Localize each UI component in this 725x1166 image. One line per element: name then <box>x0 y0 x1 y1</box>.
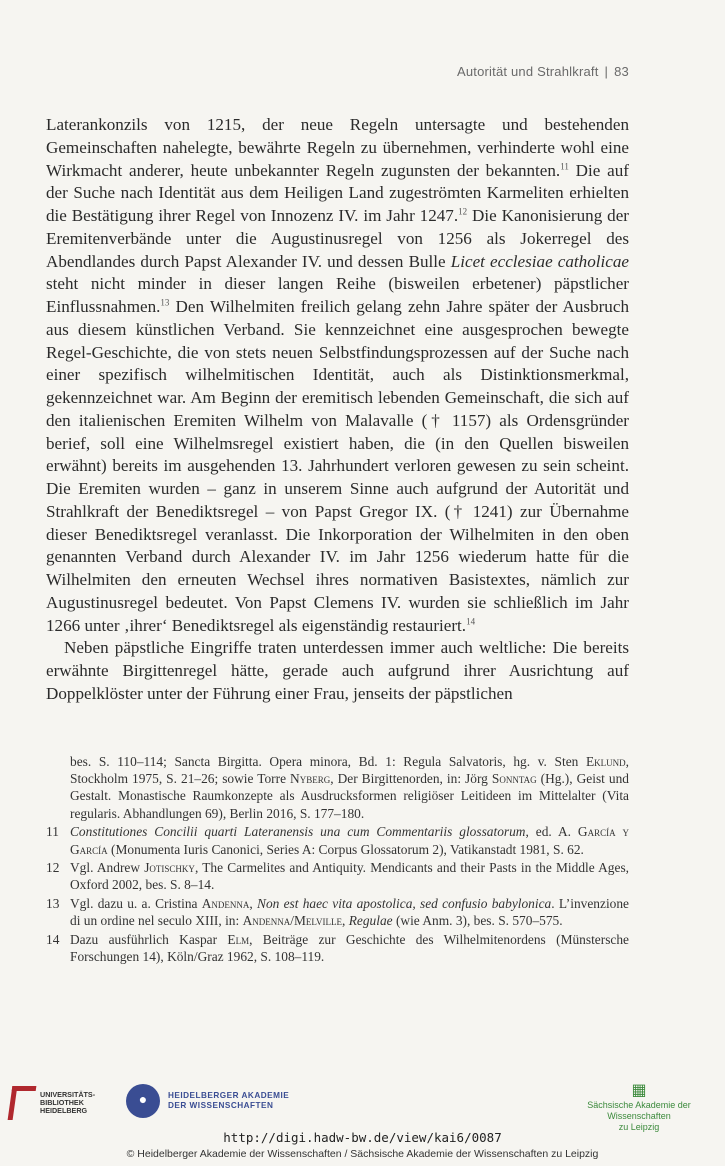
text-span: , The Carmelites and Antiquity. Mendicants and their Pasts in the Middle Ages, Oxford 2002, bes. S. 8–14. <box>70 860 629 893</box>
footnote-number: 11 <box>46 824 59 840</box>
ub-line: BIBLIOTHEK <box>40 1098 84 1107</box>
footnote-ref-12[interactable]: 12 <box>458 206 468 217</box>
main-text <box>46 114 629 706</box>
running-title: Autorität und Strahlkraft <box>456 64 599 79</box>
running-head-separator: | <box>604 64 609 79</box>
text-span: Die Kanonisierung der Eremitenverbände unter die Augustinusregel von 1256 als Jokerregel des Abendlandes durch Papst Alexander IV. und dessen Bulle <box>46 206 629 271</box>
text-span: (Hg.), Geist und Gestalt. Monastische Raumkonzepte als Ausdrucksformen religiöser Leitideen im Mittelalter (Vita regularis. Abhandlungen 69), Berlin 2016, S. 177–180. <box>70 771 629 821</box>
footnote-number: 12 <box>46 860 60 876</box>
hadw-logo[interactable] <box>126 1084 289 1118</box>
ub-line: HEIDELBERG <box>40 1106 88 1115</box>
footnote-ref-14[interactable]: 14 <box>466 615 476 626</box>
ub-logo-icon <box>8 1086 37 1120</box>
author-name: Jotischky <box>144 860 195 876</box>
hadw-seal-icon: ● <box>126 1084 160 1118</box>
author-name: Sonntag <box>491 771 537 787</box>
running-head <box>457 64 629 79</box>
footnote-number: 13 <box>46 896 60 912</box>
text-span: Vgl. dazu u. a. Cristina <box>70 896 202 912</box>
work-title: Regulae <box>348 913 393 929</box>
author-name: Elm <box>227 932 250 948</box>
ub-heidelberg-logo[interactable] <box>10 1086 95 1120</box>
footnote-ref-13[interactable]: 13 <box>160 297 170 308</box>
text-span: Die auf der Suche nach Identität aus dem Heiligen Land zugeströmten Karmeliten erhielten die Bestätigung ihrer Regel von Innozenz IV. im Jahr 1247. <box>46 160 629 225</box>
permalink[interactable]: http://digi.hadw-bw.de/view/kai6/0087 <box>223 1130 502 1145</box>
footnote-13 <box>46 895 629 929</box>
text-span: Dazu ausführlich Kaspar <box>70 932 228 948</box>
text-span: Laterankonzils von 1215, der neue Regeln untersagte und bestehenden Gemeinschaften nahelegte, bewährte Regeln zu übernehmen, verhinderte wohl eine Wirkmacht anderer, heute unbekannter Regeln zugunsten der bekannten. <box>46 115 629 180</box>
ub-line: UNIVERSITÄTS- <box>40 1090 96 1099</box>
saw-building-icon: ▦ <box>631 1082 647 1099</box>
text-span: , Der Birgittenorden, in: Jörg <box>330 771 492 787</box>
saw-leipzig-logo[interactable] <box>560 1082 718 1133</box>
ub-logo-text <box>40 1091 95 1115</box>
text-span: bes. S. 110–114; Sancta Birgitta. Opera minora, Bd. 1: Regula Salvatoris, hg. v. Sten <box>70 754 586 769</box>
footnote-continuation <box>46 753 629 822</box>
text-span: , Stockholm 1975, S. 21–26; sowie Torre <box>70 754 629 787</box>
footnote-11 <box>46 823 629 857</box>
work-title: Constitutiones Concilii quarti Lateranensis una cum Commentariis glossatorum <box>70 824 526 840</box>
saw-line: zu Leipzig <box>618 1122 660 1132</box>
author-name: Andenna <box>201 896 250 912</box>
paragraph-2: Neben päpstliche Eingriffe traten unterdessen immer auch weltliche: Die bereits erwähnte Birgittenregel hätte, gerade auch aufgrund ihrer Ausrichtung auf Doppelklöster unter der Führung einer Frau, jenseits der päpstlichen <box>46 638 629 703</box>
footnote-14 <box>46 931 629 965</box>
text-span: Vgl. Andrew <box>70 860 145 876</box>
footnotes <box>46 753 629 967</box>
hadw-line: HEIDELBERGER AKADEMIE <box>168 1091 290 1100</box>
hadw-line: DER WISSENSCHAFTEN <box>168 1101 274 1110</box>
text-span: Den Wilhelmiten freilich gelang zehn Jahre später der Ausbruch aus diesem künstlichen Verband. Sie kennzeichnet eine ausgesprochen bewegte Regel-Geschichte, die von stets neuen Selbstfindungsprozessen auf der Suche nach einer spezifisch wilhelmitischen Identität, auch als Distinktionsmerkmal, gekennzeichnet war. Am Beginn der eremitisch lebenden Gemeinschaft, die sich auf den italienischen Eremiten Wilhelm von Malavalle († 1157) als Ordensgründer berief, soll eine Wilhelmsregel existiert haben, die (in den Quellen bisweilen erwähnt) bereits im ausgehenden 13. Jahrhundert verloren gewesen zu sein scheint. Die Eremiten wurden – ganz in unserem Sinne auch aufgrund der Autorität und Strahlkraft der Benediktsregel – von Papst Gregor IX. († 1241) zur Übernahme dieser Benediktsregel veranlasst. Die Inkorporation der Wilhelmiten in den oben genannten Verband durch Alexander IV. im Jahr 1256 wiederum hatte für die Wilhelmiten den erneuten Wechsel ihres normativen Basistextes, nämlich zur Augustinusregel bedeutet. Von Papst Clemens IV. wurden sie schließlich im Jahr 1266 unter ‚ihrer‘ Benediktsregel als eigenständig restauriert. <box>46 297 629 635</box>
text-span: , <box>342 913 349 929</box>
text-span: , Beiträge zur Geschichte des Wilhelmitenordens (Münstersche Forschungen 14), Köln/Graz 1962, S. 108–119. <box>70 932 629 965</box>
author-name: Nyberg <box>290 771 331 787</box>
text-span: (wie Anm. 3), bes. S. 570–575. <box>392 913 563 929</box>
copyright-notice: © Heidelberger Akademie der Wissenschaften / Sächsische Akademie der Wissenschaften zu Leipzig <box>126 1148 599 1160</box>
footnote-ref-11[interactable]: 11 <box>560 160 569 171</box>
text-span: (Monumenta Iuris Canonici, Series A: Corpus Glossatorum 2), Vatikanstadt 1981, S. 62. <box>107 841 584 857</box>
text-span: steht nicht minder in dieser langen Reihe (bisweilen erbetener) päpstlicher Einflussnahmen. <box>46 274 629 316</box>
bull-title: Licet ecclesiae catholicae <box>450 251 629 271</box>
paragraph-1 <box>46 114 629 637</box>
hadw-logo-text <box>168 1091 289 1111</box>
page-number: 83 <box>614 64 629 79</box>
footnote-12 <box>46 859 629 893</box>
author-name: Eklund <box>585 754 626 769</box>
author-name: Andenna/Melville <box>242 913 343 929</box>
text-span: , <box>249 896 258 912</box>
text-span: . L’invenzione di un ordine nel seculo XIII, in: <box>70 896 629 929</box>
work-title: Non est haec vita apostolica, sed confusio babylonica <box>257 896 552 912</box>
text-span: , ed. A. <box>525 824 578 840</box>
footer-logos <box>0 1082 725 1132</box>
author-name: García y García <box>70 824 630 857</box>
saw-line: Sächsische Akademie der Wissenschaften <box>587 1100 691 1121</box>
footnote-number: 14 <box>46 932 60 948</box>
